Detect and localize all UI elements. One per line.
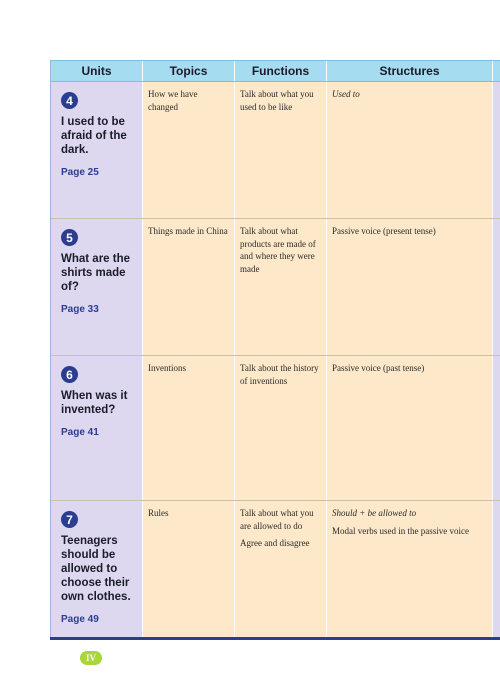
topics-cell [143, 219, 235, 355]
table-row [51, 219, 500, 356]
header-structures: Structures [327, 61, 493, 81]
structures-cell [327, 219, 493, 355]
structure-text: Passive voice (past tense) [332, 363, 425, 373]
unit-number-badge: 6 [61, 366, 78, 383]
topics-cell [143, 82, 235, 218]
structure-text: Should + be allowed to [332, 508, 417, 518]
unit-title: I used to be afraid of the dark. [61, 116, 127, 156]
cut-off-cell [493, 82, 500, 218]
unit-title: What are the shirts made of? [61, 253, 131, 293]
cut-off-cell [493, 501, 500, 638]
unit-cell [51, 356, 143, 500]
table-row [51, 82, 500, 219]
unit-cell [51, 501, 143, 638]
header-cut-off-column [493, 61, 500, 81]
unit-page-link[interactable]: Page 25 [61, 167, 99, 178]
unit-page-link[interactable]: Page 33 [61, 304, 99, 315]
function-text: Talk about the history of inventions [240, 363, 319, 386]
function-text: Talk about what you used to be like [240, 89, 314, 112]
header-units: Units [51, 61, 143, 81]
topic-text: Inventions [148, 363, 186, 373]
table-row [51, 356, 500, 501]
page-number-badge: IV [80, 651, 102, 665]
functions-cell [235, 82, 327, 218]
unit-title: When was it invented? [61, 390, 128, 416]
unit-number-badge: 4 [61, 92, 78, 109]
structure-text: Passive voice (present tense) [332, 226, 436, 236]
structures-cell [327, 356, 493, 500]
functions-cell [235, 219, 327, 355]
topics-cell [143, 501, 235, 638]
syllabus-table [50, 60, 500, 638]
unit-page-link[interactable]: Page 49 [61, 614, 99, 625]
topic-text: How we have changed [148, 89, 198, 112]
functions-cell [235, 501, 327, 638]
unit-number-badge: 7 [61, 511, 78, 528]
header-functions: Functions [235, 61, 327, 81]
topics-cell [143, 356, 235, 500]
structures-cell [327, 82, 493, 218]
functions-cell [235, 356, 327, 500]
unit-number-badge: 5 [61, 229, 78, 246]
function-text: Agree and disagree [240, 538, 310, 548]
topic-text: Rules [148, 508, 169, 518]
function-text: Talk about what products are made of and where they were made [240, 226, 316, 274]
table-row [51, 501, 500, 638]
unit-page-link[interactable]: Page 41 [61, 427, 99, 438]
cut-off-cell [493, 356, 500, 500]
header-topics: Topics [143, 61, 235, 81]
table-header-row [51, 60, 500, 82]
structures-cell [327, 501, 493, 638]
unit-cell [51, 219, 143, 355]
topic-text: Things made in China [148, 226, 228, 236]
structure-text: Modal verbs used in the passive voice [332, 525, 469, 536]
table-bottom-rule [50, 637, 500, 640]
cut-off-cell [493, 219, 500, 355]
unit-cell [51, 82, 143, 218]
structure-text: Used to [332, 89, 360, 99]
unit-title: Teenagers should be allowed to choose their own clothes. [61, 535, 131, 603]
function-text: Talk about what you are allowed to do [240, 508, 314, 531]
